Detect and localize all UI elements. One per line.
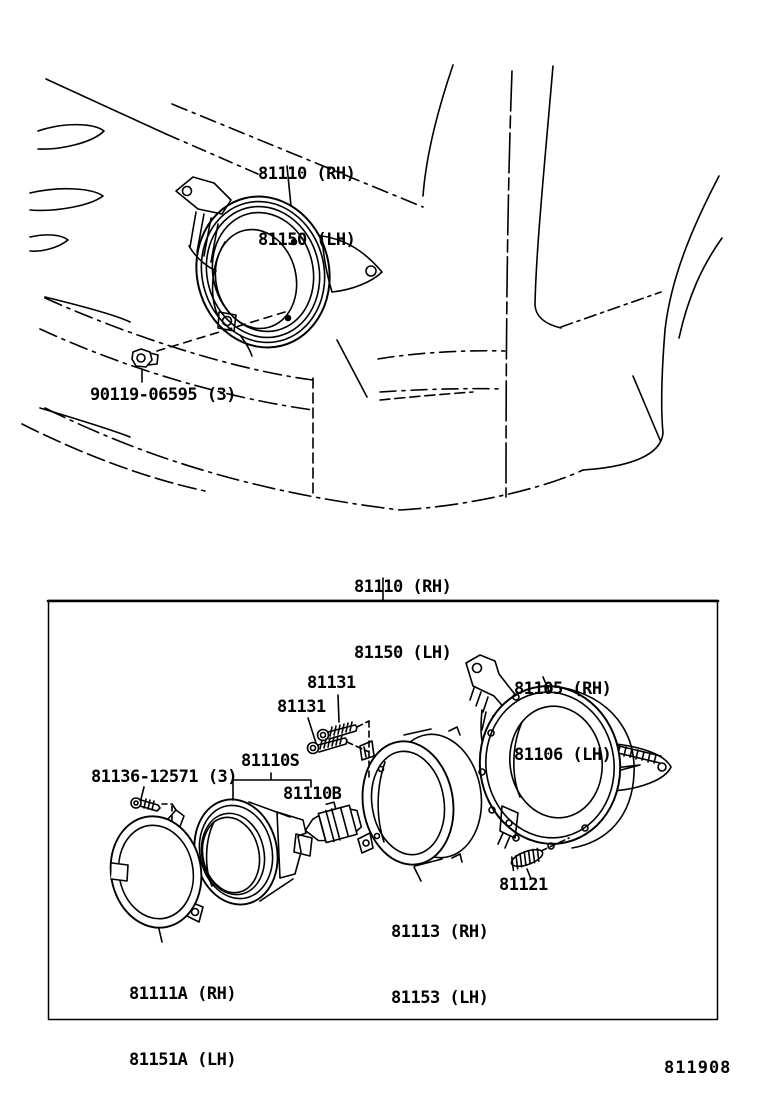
label-housing-line1: 81105 (RH)	[514, 679, 612, 699]
label-fog-lamp-top	[258, 119, 355, 273]
label-housing-line2: 81106 (LH)	[514, 745, 612, 765]
label-spring: 81121	[499, 875, 548, 895]
figure-number: 811908	[664, 1058, 732, 1078]
label-fog-lamp-top-line1: 81110 (RH)	[258, 164, 356, 184]
leader-screw-bottom	[308, 718, 316, 743]
label-fog-lamp-top-line2: 81150 (LH)	[258, 230, 356, 250]
vehicle-body-drawing	[22, 65, 722, 510]
label-assembly-line1: 81110 (RH)	[354, 577, 452, 597]
label-screw-bottom: 81131	[277, 697, 326, 717]
label-assembly	[354, 532, 451, 686]
label-retaining-ring-line1: 81111A (RH)	[129, 984, 237, 1004]
leader-screw-top	[338, 695, 339, 722]
retaining-ring-drawing	[102, 804, 210, 942]
label-retaining-ring	[129, 939, 236, 1093]
label-assembly-line2: 81150 (LH)	[354, 643, 452, 663]
label-retaining-ring-line2: 81151A (LH)	[129, 1050, 237, 1070]
label-bulb: 81110B	[283, 784, 342, 804]
retainer-drawing	[354, 727, 490, 881]
label-retainer	[391, 877, 488, 1031]
label-screw-top: 81131	[307, 673, 356, 693]
label-ring-screw: 81136-12571 (3)	[91, 767, 238, 787]
label-retainer-line2: 81153 (LH)	[391, 988, 489, 1008]
spring-drawing	[509, 846, 545, 870]
label-lamp-unit: 81110S	[241, 751, 300, 771]
label-mount-bolt: 90119-06595 (3)	[90, 385, 237, 405]
label-retainer-line1: 81113 (RH)	[391, 922, 489, 942]
label-housing	[514, 634, 611, 788]
leader-ring-screw	[141, 787, 144, 799]
